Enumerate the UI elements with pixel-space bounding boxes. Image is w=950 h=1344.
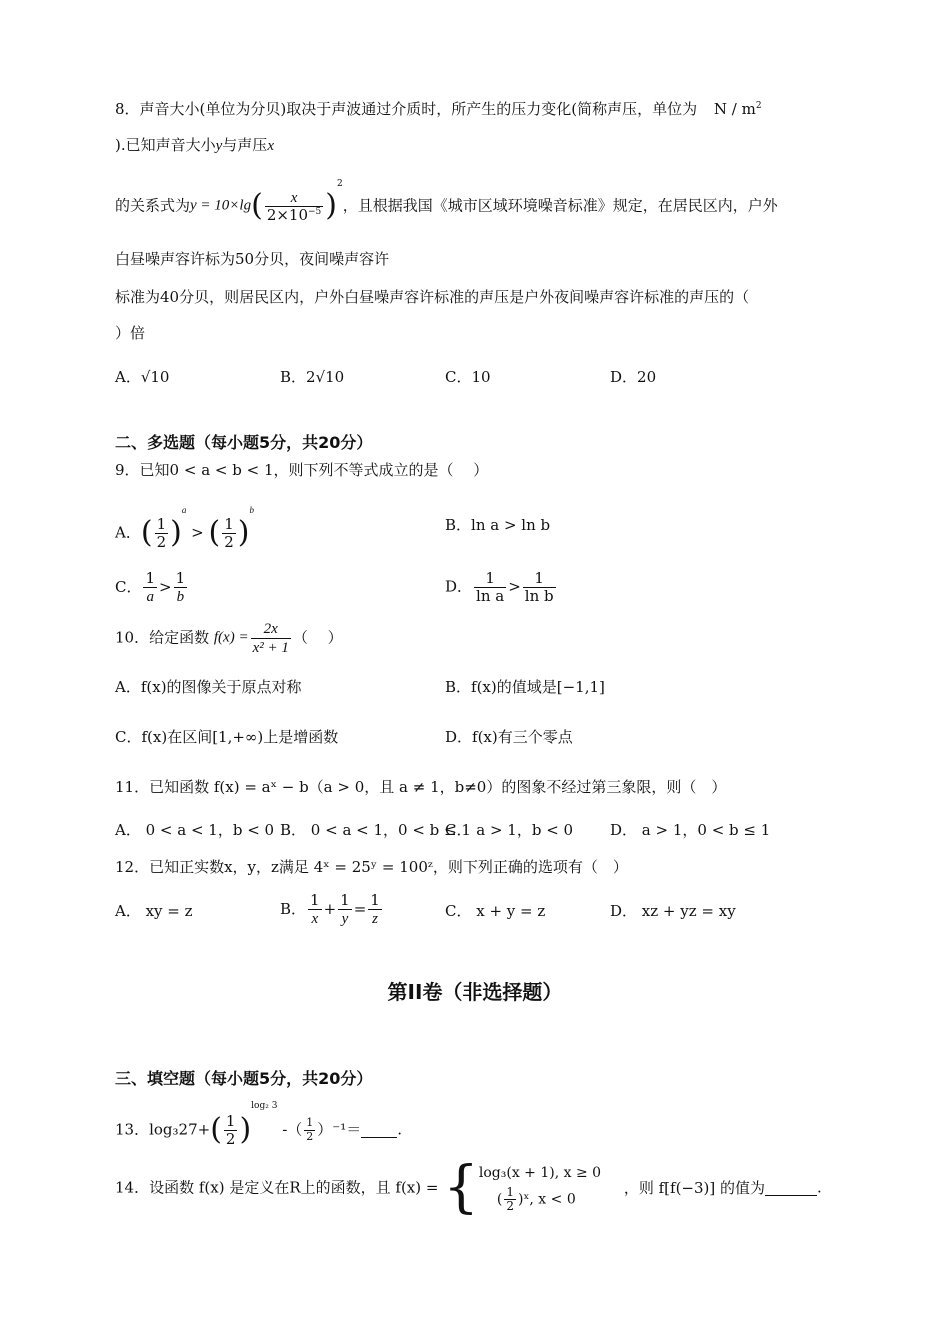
q8-formula-fraction: $\frac{x}{2\times 10^{-5}}$: [266, 189, 322, 224]
q8-option-b: B．2√10: [280, 368, 345, 386]
q14-line: 14．设函数 f(x) 是定义在R上的函数，且 f(x) = { log₃(x + 1), x ≥ 0 ( $\frac{1}{2}$ )ˣ, x < 0 ，则 f[f(−3)] 的值为 .: [115, 1155, 822, 1220]
q12-option-a: A． xy = z: [115, 902, 193, 920]
q8-line1: 8．声音大小(单位为分贝)取决于声波通过介质时，所产生的压力变化(简称声压，单位为 N / $m^2$: [115, 100, 762, 118]
q8-formula-lhs: y = 10×lg: [190, 197, 252, 214]
section-2-heading: 二、多选题（每小题5分，共20分）: [115, 433, 373, 452]
q9-option-c: C． $\frac{1}{a}$ > $\frac{1}{b}$: [115, 569, 186, 605]
q9-stem: 9．已知0 < a < b < 1，则下列不等式成立的是（ ）: [115, 461, 489, 479]
q10-option-d: D．f(x)有三个零点: [445, 728, 573, 746]
q8-formula-line: 的关系式为y = 10×lg( $\frac{x}{2\times 10^{-5}}$ )$^2$，且根据我国《城市区域环境噪音标准》规定，在居民区内，户外: [115, 179, 778, 224]
q10-stem: 10．给定函数 f(x) = $\frac{2x}{\text{x² + 1}}$ （ ）: [115, 621, 343, 656]
q11-option-d: D． a > 1，0 < b ≤ 1: [610, 821, 771, 839]
q10-option-c: C．f(x)在区间[1,+∞)上是增函数: [115, 728, 339, 746]
q8-line4: 白昼噪声容许标为50分贝，夜间噪声容许: [115, 250, 390, 268]
q12-stem: 12．已知正实数x，y，z满足 4ˣ = 25ʸ = 100ᶻ，则下列正确的选项有（ ）: [115, 858, 628, 876]
q8-unit: N / $m^2$: [713, 100, 762, 118]
q10-option-a: A．f(x)的图像关于原点对称: [115, 678, 302, 696]
q14-answer-blank[interactable]: [765, 1180, 817, 1196]
section-3-heading: 三、填空题（每小题5分，共20分）: [115, 1069, 373, 1088]
q9-option-a: A．( $\frac{1}{2}$ )$^a$ > ( $\frac{1}{2}$ )$^b$: [115, 505, 254, 551]
q8-line6: ）倍: [115, 324, 146, 342]
q8-option-c: C．10: [445, 368, 491, 386]
q8-line2: ).已知声音大小y与声压x: [115, 136, 274, 154]
q12-option-c: C． x + y = z: [445, 902, 546, 920]
q9-option-b: B．ln a > ln b: [445, 516, 551, 534]
q11-stem: 11．已知函数 f(x) = aˣ − b（a > 0，且 a ≠ 1，b≠0）的图象不经过第三象限，则（ ）: [115, 778, 727, 796]
q13-line: 13．log₃27+( $\frac{1}{2}$ )$^{log_2 3}$ -（ $\frac{1}{2}$ ）⁻¹＝ .: [115, 1101, 403, 1148]
part-2-title: 第II卷（非选择题）: [387, 980, 563, 1004]
q9-option-d: D． $\frac{1}{\text{ln a}}$ > $\frac{1}{\text{ln b}}$: [445, 569, 554, 605]
q12-option-d: D． xz + yz = xy: [610, 902, 736, 920]
q11-option-a: A． 0 < a < 1，b < 0: [115, 821, 275, 839]
q14-piecewise: log₃(x + 1), x ≥ 0 ( $\frac{1}{2}$ )ˣ, x < 0: [478, 1165, 602, 1214]
q11-option-c: C． a > 1，b < 0: [445, 821, 574, 839]
q13-answer-blank[interactable]: [361, 1122, 397, 1138]
q8-option-a: A．√10: [115, 368, 170, 386]
q8-option-d: D．20: [610, 368, 657, 386]
q12-option-b: B． $\frac{1}{x}$ + $\frac{1}{y}$ = $\frac{1}{z}$: [280, 891, 380, 927]
q10-option-b: B．f(x)的值域是[−1,1]: [445, 678, 605, 696]
q8-line5: 标准为40分贝，则居民区内，户外白昼噪声容许标准的声压是户外夜间噪声容许标准的声压的（: [115, 288, 750, 306]
q11-option-b: B． 0 < a < 1，0 < b ≤ 1: [280, 821, 471, 839]
